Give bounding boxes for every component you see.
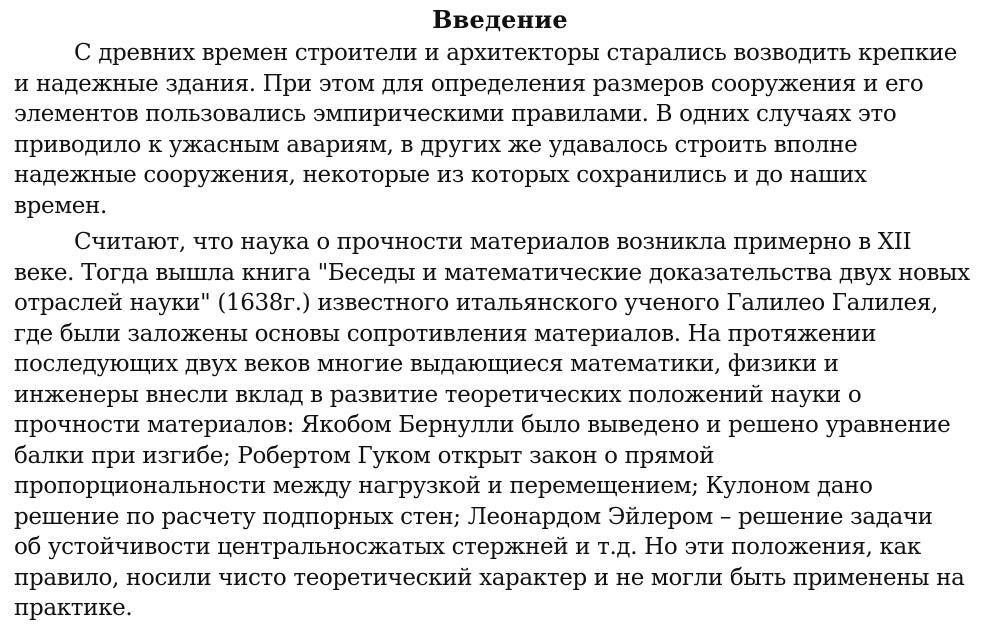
paragraph-line: практике. bbox=[14, 595, 133, 621]
paragraph-line: элементов пользовались эмпирическими правилами. В одних случаях это bbox=[14, 101, 897, 127]
document-page bbox=[14, 0, 986, 624]
paragraph-line: С древних времен строители и архитекторы старались возводить крепкие bbox=[74, 40, 957, 66]
paragraph-line: времен. bbox=[14, 192, 107, 219]
paragraph-intro bbox=[14, 38, 986, 221]
paragraph-line: об устойчивости центральносжатых стержней и т.д. Но эти положения, как bbox=[14, 534, 921, 560]
paragraph-line: отраслей науки" (1638г.) известного итальянского ученого Галилео Галилея, bbox=[14, 290, 938, 316]
paragraph-line: прочности материалов: Якобом Бернулли было выведено и решено уравнение bbox=[14, 412, 951, 438]
section-title: Введение bbox=[432, 5, 568, 34]
paragraph-line: где были заложены основы сопротивления материалов. На протяжении bbox=[14, 320, 877, 347]
paragraph-line: веке. Тогда вышла книга "Беседы и математические доказательства двух новых bbox=[14, 259, 970, 286]
paragraph-line: правило, носили чисто теоретический характер и не могли быть применены на bbox=[14, 564, 965, 591]
paragraph-line: инженеры внесли вклад в развитие теоретических положений науки о bbox=[14, 381, 862, 408]
paragraph-line: приводило к ужасным авариям, в других же удавалось строить вполне bbox=[14, 131, 858, 158]
paragraph-line: решение по расчету подпорных стен; Леонардом Эйлером – решение задачи bbox=[14, 503, 933, 530]
paragraph-line: последующих двух веков многие выдающиеся математики, физики и bbox=[14, 351, 839, 377]
paragraph-history bbox=[14, 227, 986, 624]
paragraph-line: и надежные здания. При этом для определения размеров сооружения и его bbox=[14, 70, 924, 97]
paragraph-line: Считают, что наука о прочности материалов возникла примерно в XII bbox=[74, 229, 912, 255]
paragraph-line: пропорциональности между нагрузкой и перемещением; Кулоном дано bbox=[14, 473, 873, 499]
paragraph-line: надежные сооружения, некоторые из которых сохранились и до наших bbox=[14, 162, 867, 188]
paragraph-line: балки при изгибе; Робертом Гуком открыт закон о прямой bbox=[14, 442, 715, 469]
